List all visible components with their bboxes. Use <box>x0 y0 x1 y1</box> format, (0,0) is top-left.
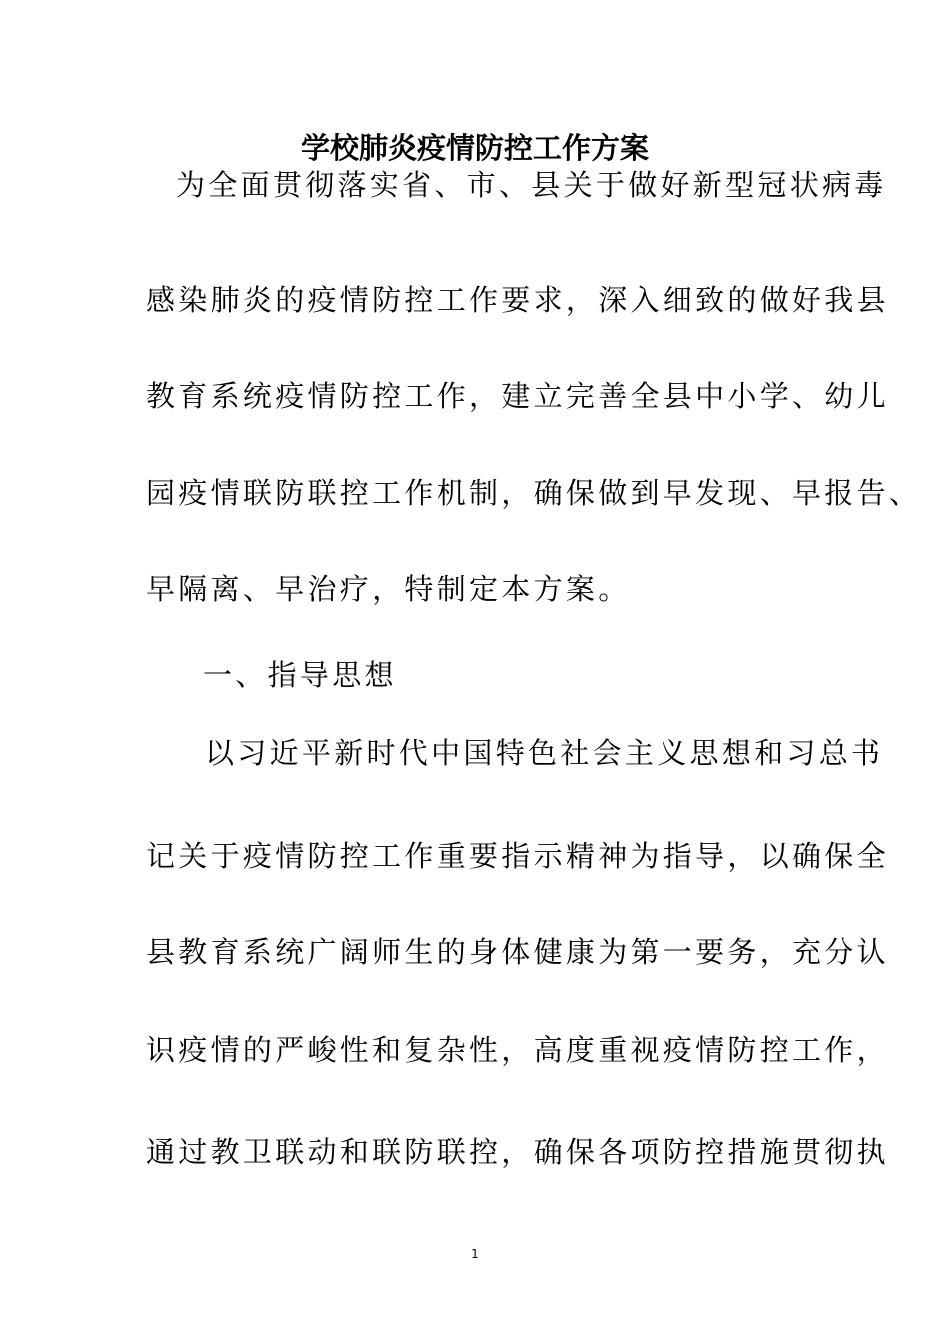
body-line-2: 感染肺炎的疫情防控工作要求，深入细致的做好我县 <box>146 283 889 317</box>
body-line-7: 以习近平新时代中国特色社会主义思想和习总书 <box>205 736 884 770</box>
body-line-9: 县教育系统广阔师生的身体健康为第一要务，充分认 <box>146 935 889 969</box>
body-line-11: 通过教卫联动和联防联控，确保各项防控措施贯彻执 <box>146 1135 889 1169</box>
body-line-10: 识疫情的严峻性和复杂性，高度重视疫情防控工作， <box>146 1033 889 1067</box>
body-line-3: 教育系统疫情防控工作，建立完善全县中小学、幼儿 <box>146 379 889 413</box>
page-number: 1 <box>471 1247 479 1261</box>
body-line-8: 记关于疫情防控工作重要指示精神为指导，以确保全 <box>146 839 889 873</box>
body-line-4: 园疫情联防联控工作机制，确保做到早发现、早报告、 <box>146 476 922 510</box>
document-title: 学校肺炎疫情防控工作方案 <box>300 131 649 165</box>
body-line-5: 早隔离、早治疗，特制定本方案。 <box>146 572 631 606</box>
section-heading-1: 一、指导思想 <box>203 658 397 692</box>
body-line-1: 为全面贯彻落实省、市、县关于做好新型冠状病毒 <box>176 168 887 202</box>
